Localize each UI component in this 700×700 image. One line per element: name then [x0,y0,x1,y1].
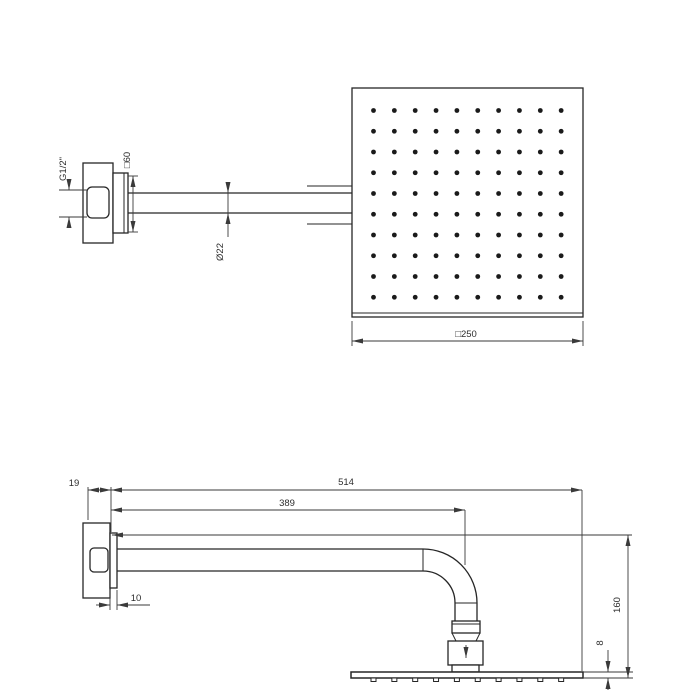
spray-dot [517,129,522,134]
spray-dot [538,233,543,238]
spray-dot [559,295,564,300]
spray-dot [559,170,564,175]
spray-dot [517,295,522,300]
spray-dot [392,274,397,279]
spray-dot [475,233,480,238]
spray-dot [392,233,397,238]
spray-dot [496,170,501,175]
spray-dot [434,191,439,196]
nozzle [371,678,376,682]
spray-dot [517,108,522,113]
spray-dot [371,274,376,279]
nozzle [517,678,522,682]
spray-dot [496,274,501,279]
spray-dot [538,274,543,279]
spray-dot [434,233,439,238]
shower-arm-top [128,186,352,224]
spray-dot [392,295,397,300]
spray-dot [496,233,501,238]
nozzle [454,678,459,682]
spray-dot [475,253,480,258]
thread-size-label: G1/2" [58,157,69,181]
spray-dot-grid [371,108,563,300]
spray-dot [538,129,543,134]
spray-dot [413,295,418,300]
spray-dot [413,150,418,155]
spray-dot [413,212,418,217]
spray-dot [496,150,501,155]
spray-dot [434,170,439,175]
spray-dot [434,253,439,258]
dim-escutcheon-thickness [96,590,150,610]
spray-dot [475,212,480,217]
wall-depth-label: 19 [68,478,80,489]
spray-dot [434,108,439,113]
spray-dot [455,191,460,196]
spray-dot [392,212,397,217]
spray-dot [538,253,543,258]
nozzle [413,678,418,682]
spray-dot [538,191,543,196]
spray-dot [455,212,460,217]
nozzle [538,678,543,682]
spray-dot [475,129,480,134]
dim-arm-length [111,498,465,565]
nozzle [496,678,501,682]
spray-dot [559,274,564,279]
spray-dot [559,191,564,196]
spray-dot [371,170,376,175]
spray-dot [559,108,564,113]
shower-arm-side [117,549,477,621]
spray-dot [538,150,543,155]
arm-diameter-label: Ø22 [215,243,226,261]
spray-dot [559,150,564,155]
wall-inlet-connector-top [87,187,109,218]
spray-dot [371,295,376,300]
spray-dot [496,191,501,196]
top-view [58,88,583,346]
spray-dot [455,233,460,238]
spray-dot [496,295,501,300]
spray-dot [538,295,543,300]
swivel-connector [448,621,483,672]
spray-dot [538,170,543,175]
dim-arm-diameter [215,184,228,261]
nozzle [559,678,564,682]
spray-dot [455,150,460,155]
dim-total-projection [111,477,582,671]
shower-head-side [351,672,583,682]
spray-dot [496,253,501,258]
spray-dot [413,233,418,238]
spray-dot [392,129,397,134]
spray-dot [392,191,397,196]
spray-dot [475,150,480,155]
spray-dot [559,129,564,134]
escutcheon-side [110,533,117,588]
spray-dot [413,129,418,134]
spray-dot [371,212,376,217]
spray-dot [434,150,439,155]
spray-dot [517,191,522,196]
head-drop-label: 160 [612,597,623,613]
spray-dot [517,150,522,155]
spray-dot [392,150,397,155]
spray-dot [413,253,418,258]
wall-inlet-connector-side [90,548,108,572]
dim-head-thickness [583,640,633,690]
spray-dot [475,274,480,279]
spray-dot [392,253,397,258]
spray-dot [413,191,418,196]
escutcheon-top [113,173,128,233]
spray-dot [455,274,460,279]
escutcheon-thickness-label: 10 [130,593,142,604]
spray-dot [371,150,376,155]
head-width-label: □250 [455,329,477,340]
spray-dot [392,170,397,175]
spray-dot [517,233,522,238]
spray-dot [496,129,501,134]
spray-dot [434,274,439,279]
spray-dot [413,274,418,279]
head-thickness-label: 8 [595,640,606,646]
shower-head-face [352,88,583,317]
nozzle [434,678,439,682]
spray-dot [371,108,376,113]
escutcheon-size-label: □60 [122,151,133,169]
spray-dot [455,129,460,134]
spray-dot [455,253,460,258]
spray-dot [559,253,564,258]
dim-head-width [352,321,583,346]
spray-dot [392,108,397,113]
nozzle [475,678,480,682]
spray-dot [455,108,460,113]
spray-dot [434,129,439,134]
nozzle [392,678,397,682]
spray-dot [475,108,480,113]
spray-dot [517,253,522,258]
dim-wall-depth [69,478,111,532]
spray-dot [475,295,480,300]
spray-dot [434,212,439,217]
spray-dot [455,295,460,300]
spray-dot [371,233,376,238]
total-projection-label: 514 [338,477,354,488]
spray-dot [559,233,564,238]
spray-dot [517,274,522,279]
arm-length-label: 389 [279,498,295,509]
side-view [69,477,633,690]
spray-dot [371,253,376,258]
spray-dot [371,129,376,134]
spray-dot [475,170,480,175]
spray-dot [413,108,418,113]
spray-dot [517,212,522,217]
spray-dot [538,212,543,217]
spray-dot [559,212,564,217]
spray-dot [496,212,501,217]
spray-dot [475,191,480,196]
spray-dot [496,108,501,113]
spray-dot [371,191,376,196]
spray-dot [455,170,460,175]
spray-dot [434,295,439,300]
spray-dot [413,170,418,175]
spray-dot [538,108,543,113]
spray-dot [517,170,522,175]
